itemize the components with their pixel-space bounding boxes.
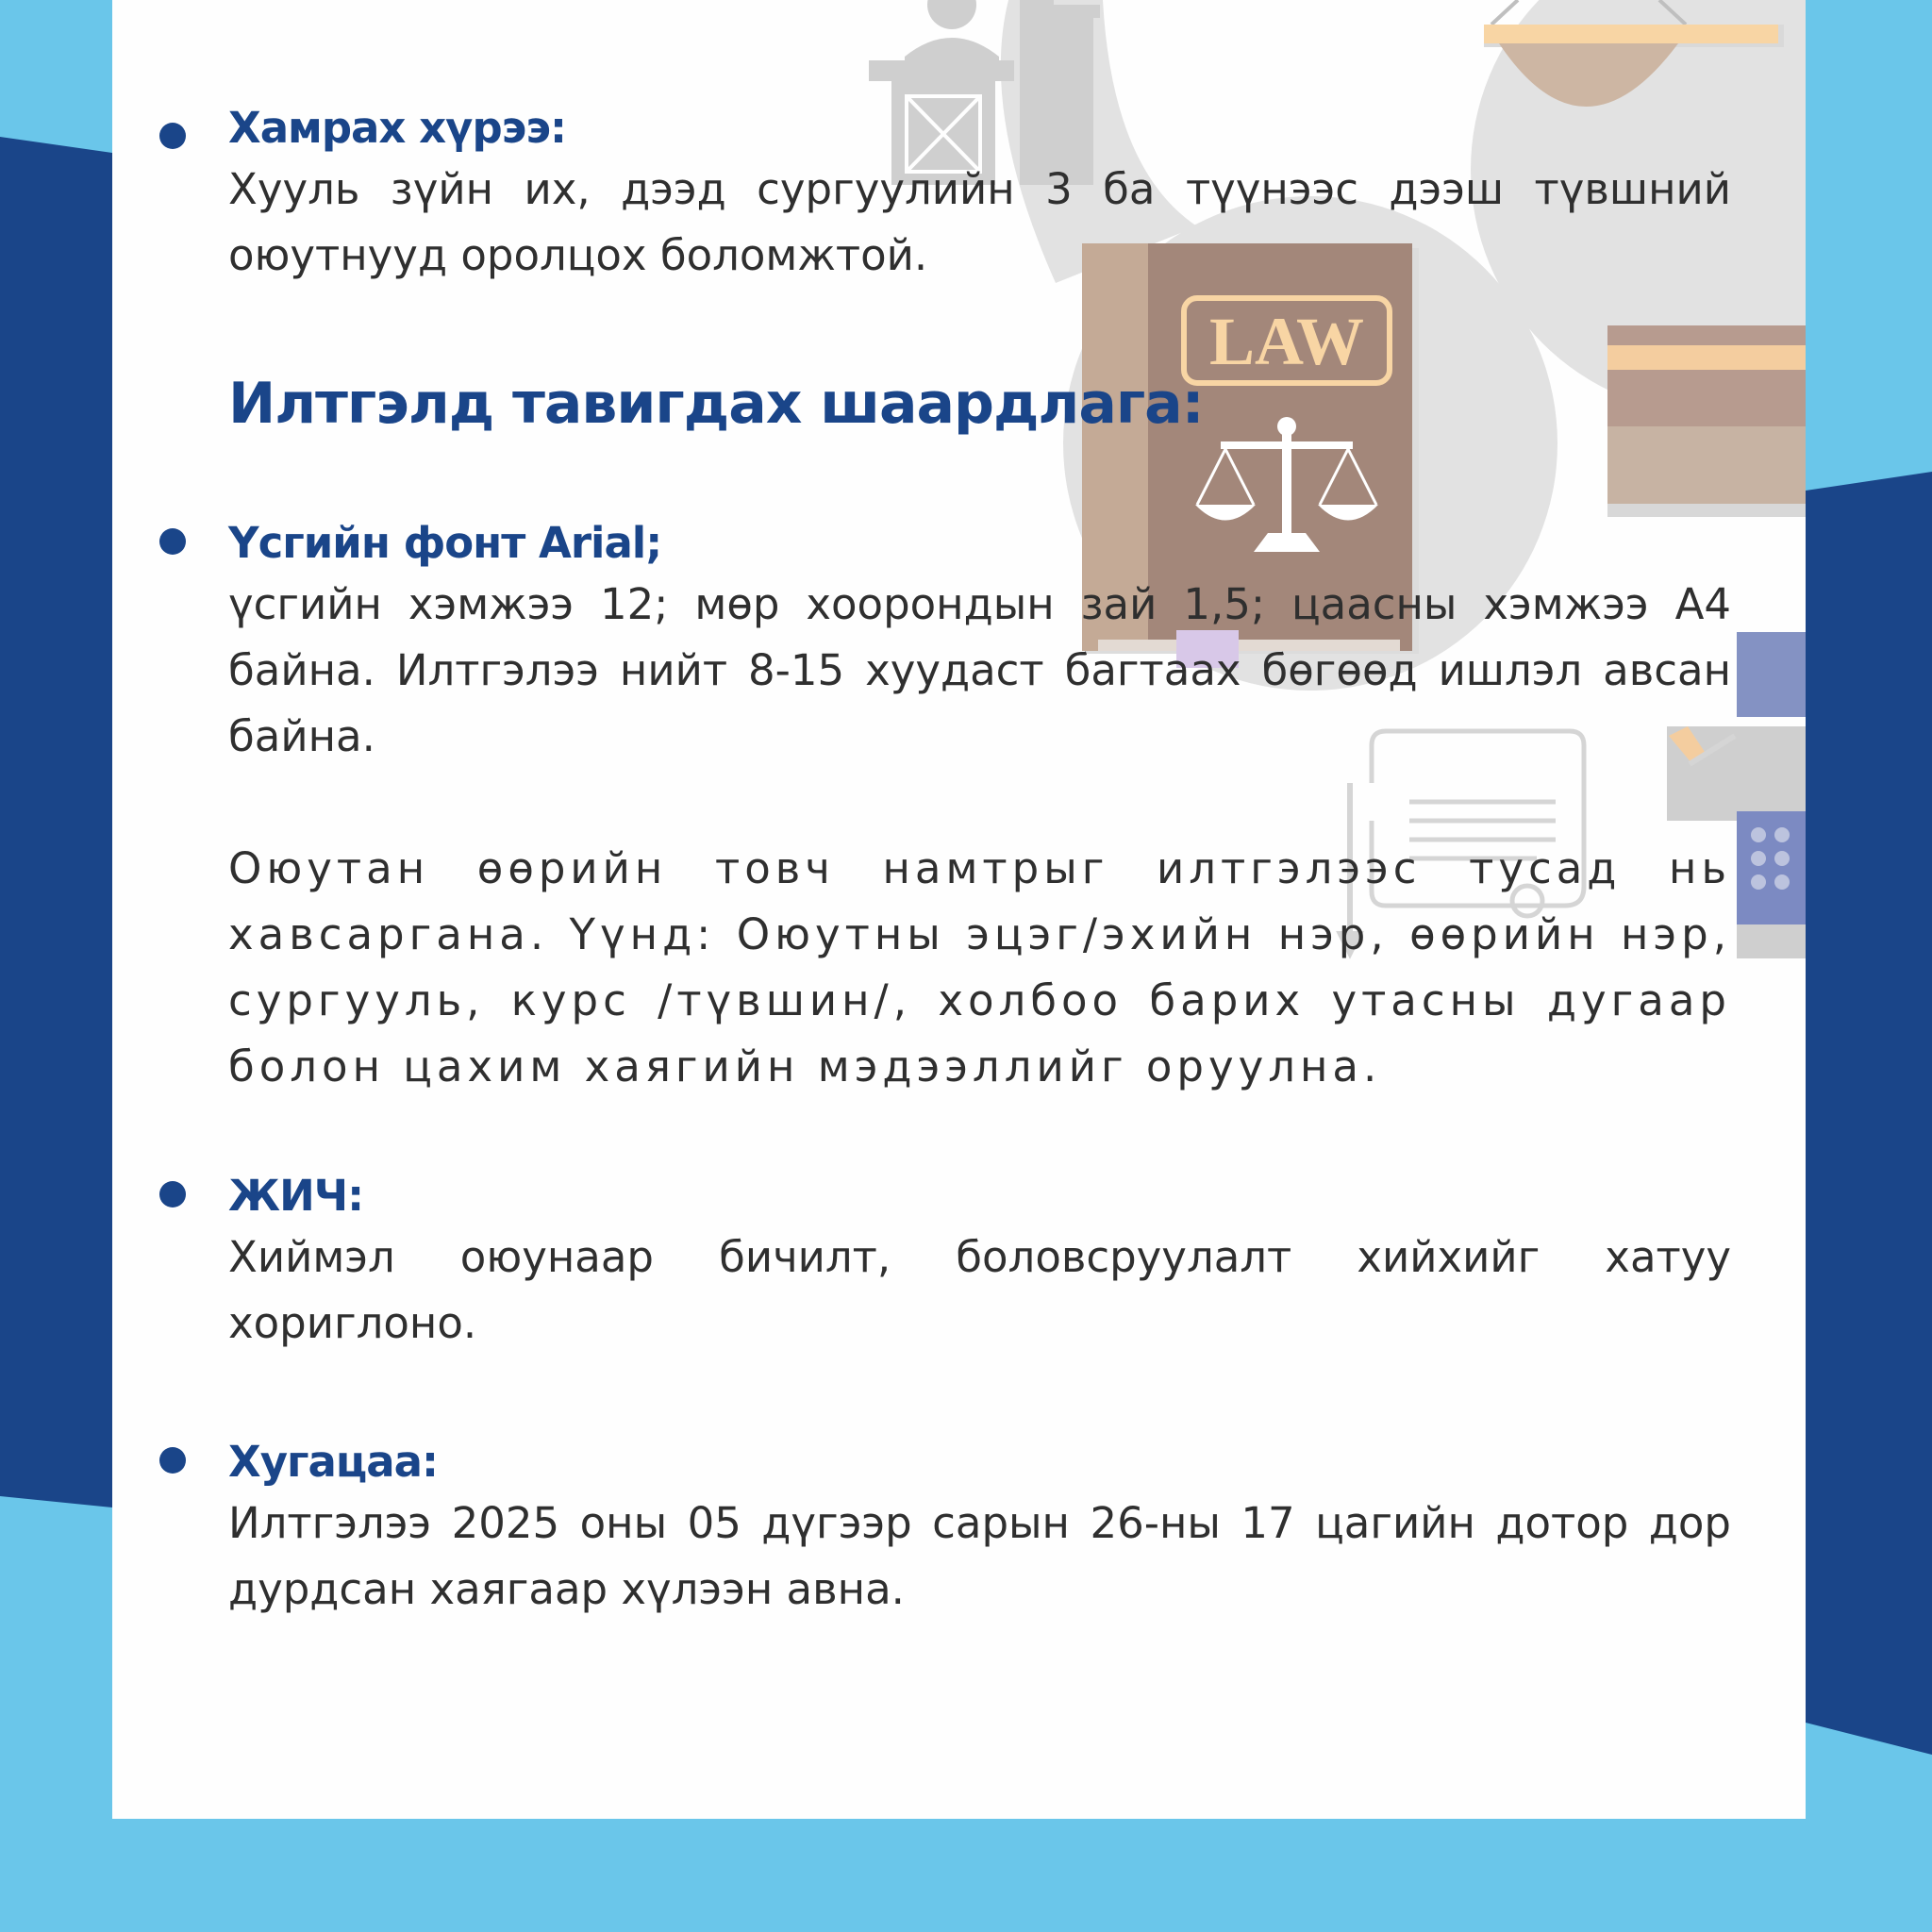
content-card [112, 0, 1806, 1819]
biography-text: Оюутан өөрийн товч намтрыг илтгэлээс тусад нь хавсаргана. Үүнд: Оюутны эцэг/эхийн нэр, өөрийн нэр, сургууль, курс /түвшин/, холбоо барих утасны дугаар болон цахим хаягийн мэдээллийг оруулна. [228, 843, 1731, 1091]
font-requirements-text: үсгийн хэмжээ 12; мөр хоорондын зай 1,5; цаасны хэмжээ А4 байна. Илтгэлээ нийт 8-15 хуудаст багтаах бөгөөд ишлэл авсан байна. [228, 579, 1731, 761]
note-section [228, 1168, 1731, 1357]
note-heading: ЖИЧ: [228, 1171, 364, 1221]
scope-text: Хууль зүйн их, дээд сургуулийн 3 ба түүнээс дээш түвшний оюутнууд оролцох боломжтой. [228, 164, 1731, 280]
deadline-section [228, 1434, 1731, 1623]
bullet-icon [159, 1447, 186, 1474]
bullet-icon [159, 1181, 186, 1208]
svg-text:LAW: LAW [1208, 304, 1365, 379]
scope-section [228, 100, 1731, 289]
font-heading: Үсгийн фонт Arial; [228, 518, 662, 568]
note-text: Хиймэл оюунаар бичилт, боловсруулалт хийхийг хатуу хориглоно. [228, 1232, 1731, 1348]
deadline-text: Илтгэлээ 2025 оны 05 дүгээр сарын 26-ны 17 цагийн дотор дор дурдсан хаягаар хүлээн авна. [228, 1498, 1731, 1614]
requirements-title: Илтгэлд тавигдах шаардлага: [228, 371, 1204, 437]
font-section [228, 515, 1731, 1100]
deadline-heading: Хугацаа: [228, 1437, 438, 1487]
bullet-icon [159, 123, 186, 149]
left-navy-band [0, 137, 112, 1507]
right-navy-band [1806, 472, 1932, 1755]
bullet-icon [159, 528, 186, 555]
scope-heading: Хамрах хүрээ: [228, 103, 567, 153]
